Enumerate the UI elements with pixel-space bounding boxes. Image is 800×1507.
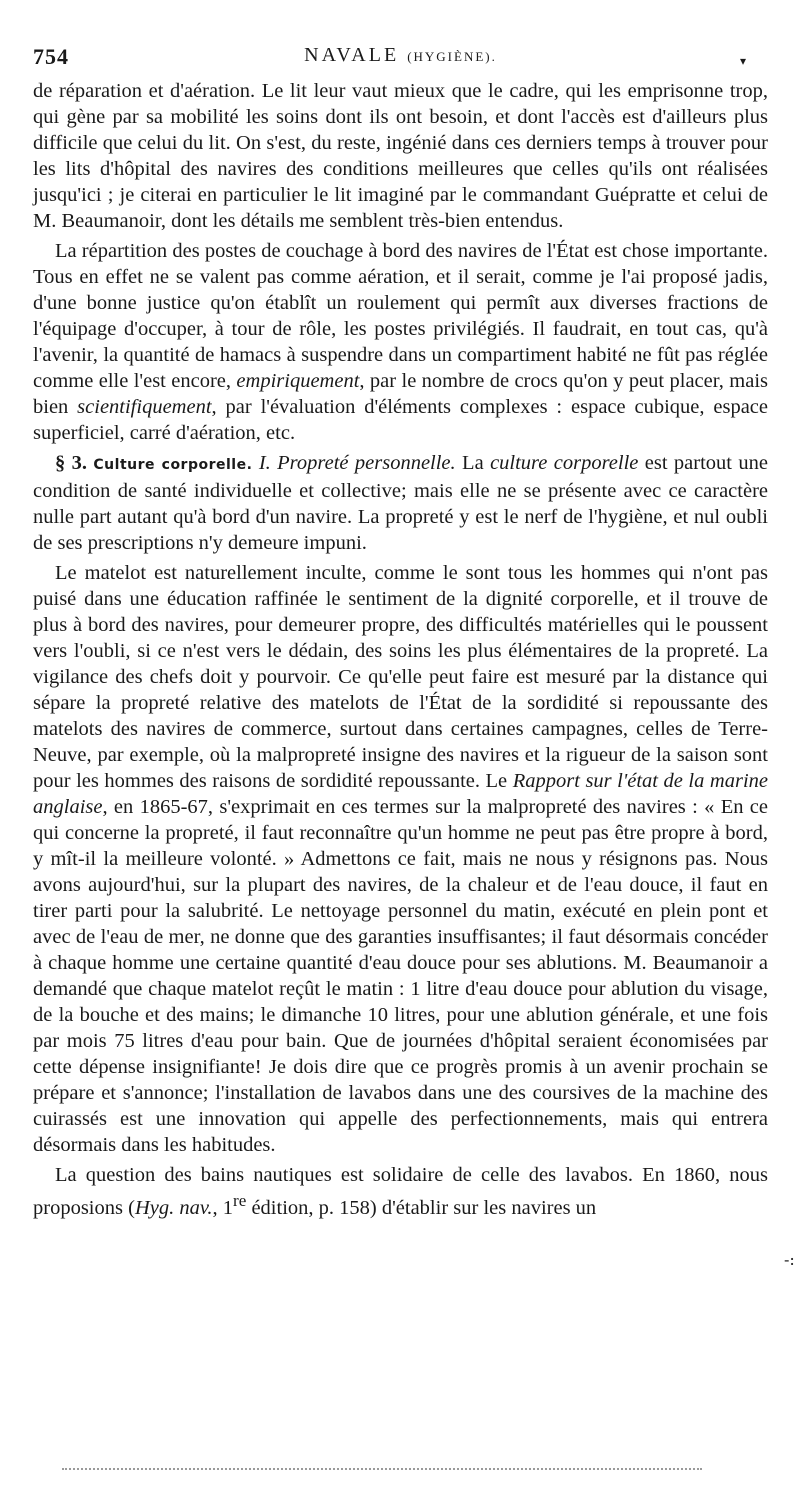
paragraph-4-text-a: Le matelot est naturellement inculte, comme le sont tous les hommes qui n'ont pas puisé dans une éducation raffinée le sentiment de la dignité corporelle, et il trouve de plus à bord des navires, pour demeurer propre, des difficultés matérielles qui le poussent vers l'oubli, si ce n'est vers le dédain, des soins les plus élémentaires de la propreté. La vigilance des chefs doit y pourvoir. Ce qu'elle peut faire est mesuré par la distance qui sépare la propreté relative des matelots de l'État de la sordidité si repoussante des matelots des navires de commerce, surtout dans certaines campagnes, celles de Terre-Neuve, par exemple, où la malpropreté insigne des navires et la rigueur de la saison sont pour les hommes des raisons de sordidité repoussante. Le: [33, 562, 768, 792]
paragraph-2-text-b: , par le nombre de crocs qu'on y peut placer, mais bien: [33, 370, 768, 418]
paragraph-5: [33, 1162, 768, 1221]
running-head: [33, 44, 768, 67]
footer-dotted-rule: [62, 1468, 702, 1470]
running-head-title: NAVALE: [304, 44, 400, 66]
section-emphasis: culture corporelle: [490, 452, 639, 474]
paragraph-5-emphasis: Hyg. nav.: [134, 1196, 213, 1219]
paragraph-2-text-c: , par l'évaluation d'éléments complexes : espace cubique, espace superficiel, carré d'aération, etc.: [33, 396, 768, 444]
paragraph-2-emphasis-1: empiriquement: [236, 370, 360, 392]
page-header: [33, 44, 768, 74]
section-text-a: La: [455, 452, 491, 474]
paragraph-4-text-b: , en 1865-67, s'exprimait en ces termes sur la malpropreté des navires : « En ce qui concerne la propreté, il faut reconnaître qu'un homme ne peut pas être propre à bord, y mît-il la meilleure volonté. » Admettons ce fait, mais ne nous y résignons pas. Nous avons aujourd'hui, sur la plupart des navires, de la chaleur et de l'eau douce, il faut en tirer parti pour la salubrité. Le nettoyage personnel du matin, exécuté en plein pont et avec de l'eau de mer, ne donne que des garanties insuffisantes; il faut désormais concéder à chaque homme une certaine quantité d'eau douce pour ses ablutions. M. Beaumanoir a demandé que chaque matelot reçût le matin : 1 litre d'eau douce pour ablution du visage, de la bouche et des mains; le dimanche 10 litres, pour une ablution générale, et une fois par mois 75 litres d'eau pour bain. Que de journées d'hôpital seraient économisées par cette dépense insignifiante! Je dois dire que ce progrès promis à un avenir prochain se prépare et s'annonce; l'installation de lavabos dans une des coursives de la machine des cuirassés est une innovation qui appelle des perfectionnements, mais qui entrera désormais dans les habitudes.: [33, 796, 768, 1156]
section-text-b: est partout une condition de santé individuelle et collective; mais elle ne se présente avec ce caractère nulle part autant qu'à bord d'un navire. La propreté y est le nerf de l'hygiène, et nul oubli de ses prescriptions n'y demeure impuni.: [33, 452, 768, 554]
running-head-subtitle: (HYGIÈNE).: [407, 49, 497, 64]
section-subheading: I. Propreté personnelle.: [258, 452, 456, 474]
paragraph-5-text-a: La question des bains nautiques est solidaire de celle des lavabos. En 1860, nous proposions (: [33, 1164, 768, 1219]
paragraph-5-superscript: re: [233, 1191, 247, 1210]
paragraph-5-text-c: édition, p. 158) d'établir sur les navires un: [246, 1196, 597, 1219]
header-mark: ▾: [739, 54, 746, 68]
paragraph-4: [33, 560, 768, 1158]
paragraph-1: de réparation et d'aération. Le lit leur vaut mieux que le cadre, qui les emprisonne trop, qui gène par sa mobilité les soins dont ils ont besoin, et dont l'accès est d'ailleurs plus difficile que celui du lit. On s'est, du reste, ingénié dans ces derniers temps à trouver pour les lits d'hôpital des navires des conditions meilleures que celles qu'ils ont réalisées jusqu'ici ; je citerai en particulier le lit imaginé par le commandant Guépratte et celui de M. Beaumanoir, dont les détails me semblent très-bien entendus.: [33, 80, 768, 232]
paragraph-2: [33, 238, 768, 446]
section-mark: § 3.: [55, 452, 88, 474]
paragraph-2-emphasis-2: scientifiquement: [77, 396, 212, 418]
paragraph-5-text-b: , 1: [212, 1196, 234, 1219]
paragraph-4-emphasis: Rapport sur l'état de la marine anglaise: [33, 770, 768, 818]
section-title: Culture corporelle.: [93, 457, 253, 473]
body-text: [33, 78, 768, 1221]
page-number: 754: [33, 44, 69, 69]
section-3-paragraph: [33, 450, 768, 556]
paragraph-2-text-a: La répartition des postes de couchage à bord des navires de l'État est chose importante. Tous en effet ne se valent pas comme aération, et il serait, comme je l'ai proposé jadis, d'une bonne justice qu'on établît un roulement qui permît aux diverses fractions de l'équipage d'occuper, à tour de rôle, les postes privilégiés. Il faudrait, en tout cas, qu'à l'avenir, la quantité de hamacs à suspendre dans un compartiment habité ne fût pas réglée comme elle l'est encore,: [33, 240, 768, 392]
margin-mark: -:: [784, 1250, 795, 1269]
